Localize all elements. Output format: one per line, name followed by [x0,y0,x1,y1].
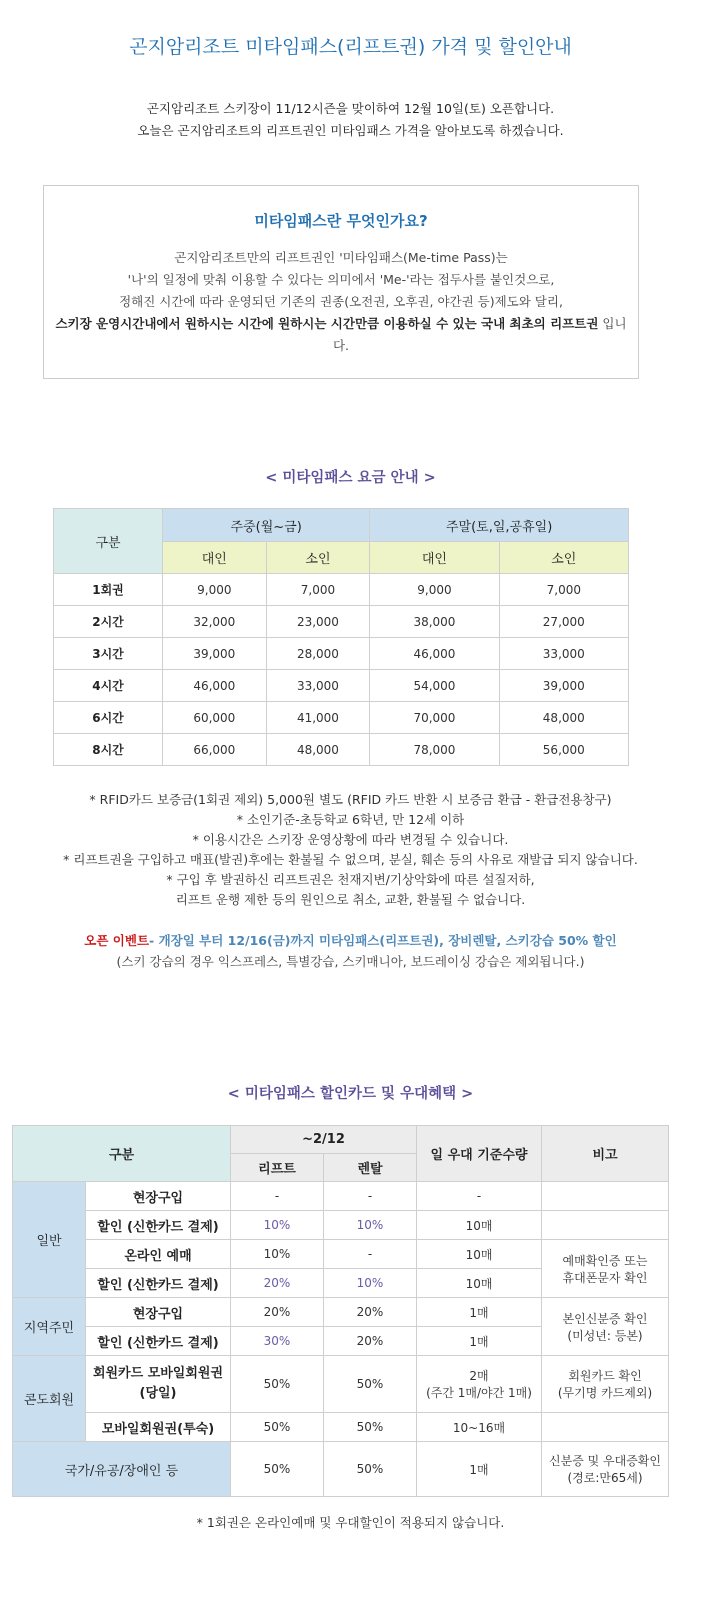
discount-section-title: < 미타임패스 할인카드 및 우대혜택 > [227,1086,474,1102]
price-cell: 41,000 [266,702,370,734]
note-line: * 이용시간은 스키장 운영상황에 따라 변경될 수 있습니다. [192,832,509,847]
table-row [54,734,629,766]
cell: 20% [324,1327,417,1356]
about-box [43,185,639,379]
cell: 50% [231,1442,324,1497]
event [0,930,701,972]
header-weekday: 주중(월~금) [163,509,370,542]
header-rental: 렌탈 [324,1154,417,1182]
cell: 1매 [417,1327,542,1356]
note-online [542,1240,669,1298]
row-label: 1회권 [54,574,163,606]
price-cell: 70,000 [370,702,499,734]
about-tail: 입니다. [332,316,627,353]
price-cell: 56,000 [499,734,628,766]
cat-local: 지역주민 [13,1298,86,1356]
note-line: (경로:만65세) [567,1471,643,1485]
cell: 10% [324,1269,417,1298]
price-cell: 9,000 [370,574,499,606]
header-note: 비고 [542,1126,669,1182]
header-period: ~2/12 [231,1126,417,1154]
cat-national: 국가/유공/장애인 등 [13,1442,231,1497]
row-label: 3시간 [54,638,163,670]
row-label: 온라인 예매 [86,1240,231,1269]
row-label: 2시간 [54,606,163,638]
about-line [44,313,638,357]
price-cell: 33,000 [499,638,628,670]
about-heading: 미타임패스란 무엇인가요? [254,212,428,230]
cell [542,1413,669,1442]
cell: 10매 [417,1240,542,1269]
table-row [54,702,629,734]
note-line: 본인신분증 확인 [562,1311,648,1326]
note-line: 신분증 및 우대증확인 [549,1454,661,1468]
header-type: 구분 [54,509,163,574]
note-line: (무기명 카드제외) [557,1386,653,1400]
cell: 20% [231,1298,324,1327]
cell: 50% [324,1413,417,1442]
cell: 50% [231,1356,324,1413]
cell: - [231,1182,324,1211]
qty: 2매 [469,1369,489,1383]
table-row [54,574,629,606]
price-cell: 33,000 [266,670,370,702]
notes [0,790,701,910]
cell [542,1182,669,1211]
about-line: 정해진 시간에 따라 운영되던 기존의 권종(오전권, 오후권, 야간권 등)제도와 달리, [119,294,563,309]
header-child: 소인 [266,542,370,574]
cell: 10% [324,1211,417,1240]
table-row [54,638,629,670]
price-cell: 23,000 [266,606,370,638]
price-cell: 32,000 [163,606,267,638]
price-cell: 48,000 [266,734,370,766]
header-adult: 대인 [370,542,499,574]
price-cell: 39,000 [163,638,267,670]
header-adult: 대인 [163,542,267,574]
cell: 1매 [417,1442,542,1497]
cell: 10% [231,1240,324,1269]
cell: 20% [231,1269,324,1298]
note-line: * 소인기준-초등학교 6학년, 만 12세 이하 [236,812,465,827]
cell: 50% [324,1356,417,1413]
price-cell: 78,000 [370,734,499,766]
price-cell: 9,000 [163,574,267,606]
cell: 30% [231,1327,324,1356]
row-label: 현장구입 [86,1182,231,1211]
page-title: 곤지암리조트 미타임패스(리프트권) 가격 및 할인안내 [129,36,572,58]
note-national [542,1442,669,1497]
row-label: 모바일회원권(투숙) [86,1413,231,1442]
price-cell: 38,000 [370,606,499,638]
intro-line: 곤지암리조트 스키장이 11/12시즌을 맞이하여 12월 10일(토) 오픈합니다. [146,101,555,116]
event-text: - 개장일 부터 12/16(금)까지 미타임패스(리프트권), 장비렌탈, 스키강습 50% 할인 [149,933,617,948]
cell: - [324,1182,417,1211]
intro-line: 오늘은 곤지암리조트의 리프트권인 미타임패스 가격을 알아보도록 하겠습니다. [137,123,564,138]
cell: 1매 [417,1298,542,1327]
note-line: * 리프트권을 구입하고 매표(발권)후에는 환불될 수 없으며, 분실, 훼손 등의 사유로 재발급 되지 않습니다. [63,852,638,867]
row-label: 6시간 [54,702,163,734]
cell: 10매 [417,1269,542,1298]
cell: 20% [324,1298,417,1327]
note-line: * 구입 후 발권하신 리프트권은 천재지변/기상악화에 따른 설질저하, [166,872,535,887]
about-line: '나'의 일정에 맞춰 이용할 수 있다는 의미에서 'Me-'라는 접두사를 붙인것으로, [127,272,555,287]
price-cell: 46,000 [370,638,499,670]
about-bold: 스키장 운영시간내에서 원하시는 시간에 원하시는 시간만큼 이용하실 수 있는 국내 최초의 리프트권 [55,316,599,331]
note-line: 예매확인증 또는 [562,1253,648,1268]
row-label: 할인 (신한카드 결제) [86,1211,231,1240]
cell: 10~16매 [417,1413,542,1442]
row-label: 회원카드 모바일회원권 (당일) [86,1356,231,1413]
note-line: * RFID카드 보증금(1회권 제외) 5,000원 별도 (RFID 카드 반환 시 보증금 환급 - 환급전용창구) [89,792,612,807]
table-row [54,670,629,702]
note-line: 리프트 운행 제한 등의 원인으로 취소, 교환, 환불될 수 없습니다. [175,892,526,907]
header-qty: 일 우대 기준수량 [417,1126,542,1182]
cat-general: 일반 [13,1182,86,1298]
event-label: 오픈 이벤트 [84,933,150,948]
cell: 50% [231,1413,324,1442]
table-row [54,606,629,638]
cell: 50% [324,1442,417,1497]
price-cell: 60,000 [163,702,267,734]
header-child: 소인 [499,542,628,574]
price-cell: 27,000 [499,606,628,638]
note-line: 휴대폰문자 확인 [562,1270,648,1285]
price-cell: 28,000 [266,638,370,670]
footnote: * 1회권은 온라인예매 및 우대할인이 적용되지 않습니다. [196,1515,505,1530]
row-label: 현장구입 [86,1298,231,1327]
row-label: 할인 (신한카드 결제) [86,1269,231,1298]
event-sub: (스키 강습의 경우 익스프레스, 특별강습, 스키매니아, 보드레이싱 강습은 제외됩니다.) [116,954,585,969]
price-cell: 54,000 [370,670,499,702]
price-cell: 48,000 [499,702,628,734]
price-cell: 46,000 [163,670,267,702]
qty-condo [417,1356,542,1413]
row-label: 8시간 [54,734,163,766]
header-type: 구분 [13,1126,231,1182]
header-lift: 리프트 [231,1154,324,1182]
price-section-title: < 미타임패스 요금 안내 > [265,470,436,486]
about-line: 곤지암리조트만의 리프트권인 '미타임패스(Me-time Pass)는 [174,250,508,265]
row-label: 할인 (신한카드 결제) [86,1327,231,1356]
price-cell: 39,000 [499,670,628,702]
qty-sub: (주간 1매/야간 1매) [426,1386,532,1400]
cell: 10매 [417,1211,542,1240]
cell: - [417,1182,542,1211]
cat-condo: 콘도회원 [13,1356,86,1442]
row-label: 4시간 [54,670,163,702]
discount-table [12,1125,669,1497]
cell: 10% [231,1211,324,1240]
note-line: 회원카드 확인 [568,1369,642,1383]
price-table [53,508,629,766]
price-cell: 7,000 [499,574,628,606]
intro [0,98,701,142]
cell: - [324,1240,417,1269]
cell [542,1211,669,1240]
price-cell: 7,000 [266,574,370,606]
note-condo [542,1356,669,1413]
header-weekend: 주말(토,일,공휴일) [370,509,629,542]
note-local [542,1298,669,1356]
price-cell: 66,000 [163,734,267,766]
note-line: (미성년: 등본) [567,1328,643,1343]
